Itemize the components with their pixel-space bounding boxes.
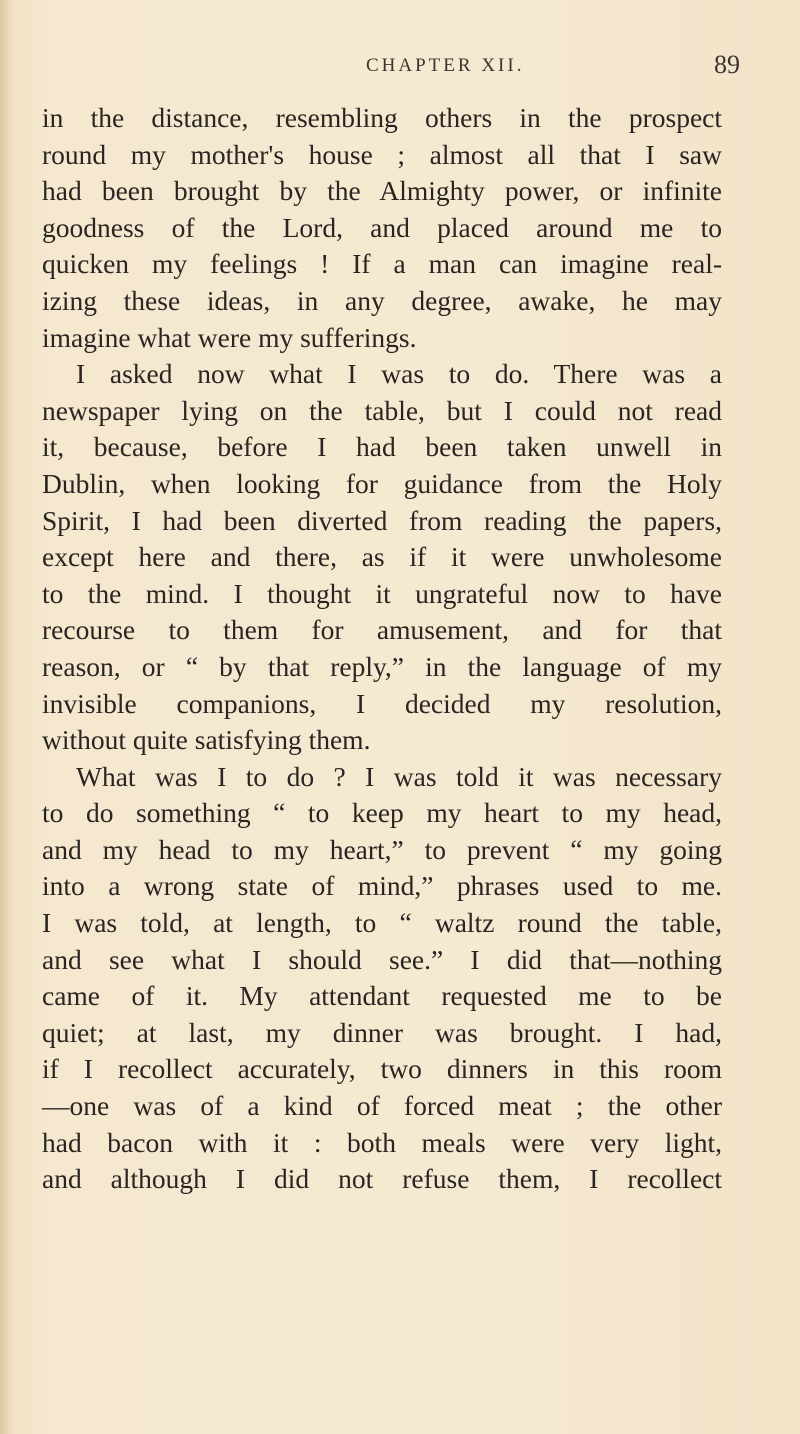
text-line: except here and there, as if it were unwholesome	[42, 541, 722, 573]
text-line: without quite satisfying them.	[42, 724, 371, 756]
text-line: imagine what were my sufferings.	[42, 321, 417, 353]
text-line: had bacon with it : both meals were very light,	[42, 1126, 722, 1158]
text-line: to the mind. I thought it ungrateful now to have	[42, 577, 722, 609]
text-line: and see what I should see.” I did that—nothing	[42, 943, 722, 975]
body-text	[42, 100, 722, 1198]
text-line: recourse to them for amusement, and for that	[42, 614, 722, 646]
text-line: Dublin, when looking for guidance from the Holy	[42, 467, 722, 499]
text-line: I was told, at length, to “ waltz round the table,	[42, 907, 722, 939]
text-line: izing these ideas, in any degree, awake, he may	[42, 284, 722, 316]
text-line: quiet; at last, my dinner was brought. I had,	[42, 1016, 722, 1048]
running-head: CHAPTER XII.	[366, 55, 525, 76]
text-line: it, because, before I had been taken unwell in	[42, 431, 722, 463]
spine-shadow	[0, 0, 14, 1434]
text-line: Spirit, I had been diverted from reading the papers,	[42, 504, 722, 536]
text-line: to do something “ to keep my heart to my head,	[42, 797, 722, 829]
text-line: quicken my feelings ! If a man can imagine real-	[42, 248, 722, 280]
text-line: —one was of a kind of forced meat ; the other	[42, 1090, 722, 1122]
text-line: round my mother's house ; almost all that I saw	[42, 138, 722, 170]
text-line: if I recollect accurately, two dinners in this room	[42, 1053, 722, 1085]
text-line: invisible companions, I decided my resolution,	[42, 687, 722, 719]
text-line: goodness of the Lord, and placed around me to	[42, 211, 722, 243]
text-line: and my head to my heart,” to prevent “ my going	[42, 833, 722, 865]
text-line: reason, or “ by that reply,” in the language of my	[42, 650, 722, 682]
page-number: 89	[714, 50, 740, 79]
text-line: I asked now what I was to do. There was a	[76, 358, 722, 390]
text-line: newspaper lying on the table, but I could not read	[42, 394, 722, 426]
text-line: What was I to do ? I was told it was necessary	[76, 760, 722, 792]
text-line: came of it. My attendant requested me to be	[42, 980, 722, 1012]
text-line: into a wrong state of mind,” phrases used to me.	[42, 870, 722, 902]
text-line: in the distance, resembling others in the prospect	[42, 102, 722, 133]
text-line: and although I did not refuse them, I recollect	[42, 1163, 722, 1195]
text-line: had been brought by the Almighty power, or infinite	[42, 175, 722, 207]
